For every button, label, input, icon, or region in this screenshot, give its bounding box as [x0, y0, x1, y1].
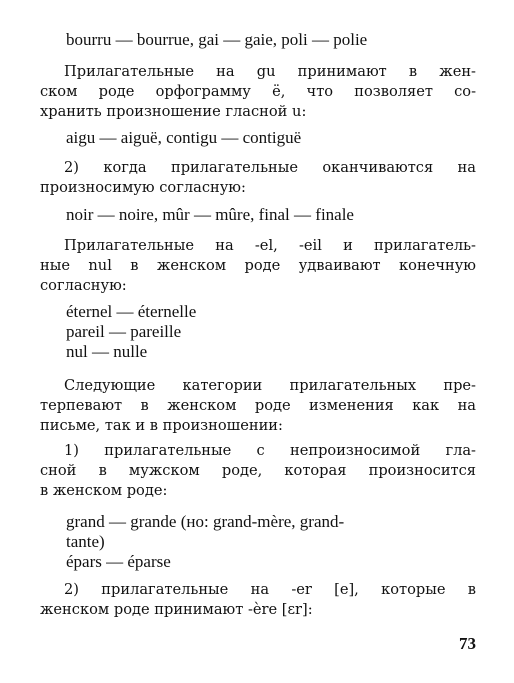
text-line: ные nul в женском роде удваивают конечную [40, 257, 476, 274]
example-line: tante) [66, 532, 105, 551]
example-line: nul — nulle [66, 342, 148, 361]
text-line: Прилагательные на -el, -eil и прилагатель- [64, 237, 476, 254]
example-line: bourru — bourrue, gai — gaie, poli — polie [66, 30, 368, 49]
text-line: ском роде орфограмму ë, что позволяет со- [40, 83, 476, 100]
text-line: женском роде принимают -ère [ɛr]: [40, 601, 313, 618]
text-line: терпевают в женском роде изменения как на [40, 397, 476, 414]
text-line: в женском роде: [40, 482, 168, 499]
example-line: noir — noire, mûr — mûre, final — finale [66, 205, 354, 224]
text-line: Прилагательные на gu принимают в жен- [64, 63, 476, 80]
text-line: письме, так и в произношении: [40, 417, 283, 434]
text-line: согласную: [40, 277, 127, 294]
example-line: éternel — éternelle [66, 302, 197, 321]
text-line: 2) когда прилагательные оканчиваются на [64, 159, 476, 176]
text-line: 1) прилагательные с непроизносимой гла- [64, 442, 476, 459]
example-line: grand — grande (но: grand-mère, grand- [66, 512, 345, 531]
example-line: aigu — aiguë, contigu — contiguë [66, 128, 302, 147]
text-line: сной в мужском роде, которая произносится [40, 462, 476, 479]
text-line: произносимую согласную: [40, 179, 246, 196]
text-line: хранить произношение гласной u: [40, 103, 307, 120]
page-number: 73 [459, 634, 476, 653]
text-line: 2) прилагательные на -er [e], которые в [64, 581, 476, 598]
example-line: épars — éparse [66, 552, 171, 571]
text-line: Следующие категории прилагательных пре- [64, 377, 476, 394]
example-line: pareil — pareille [66, 322, 182, 341]
